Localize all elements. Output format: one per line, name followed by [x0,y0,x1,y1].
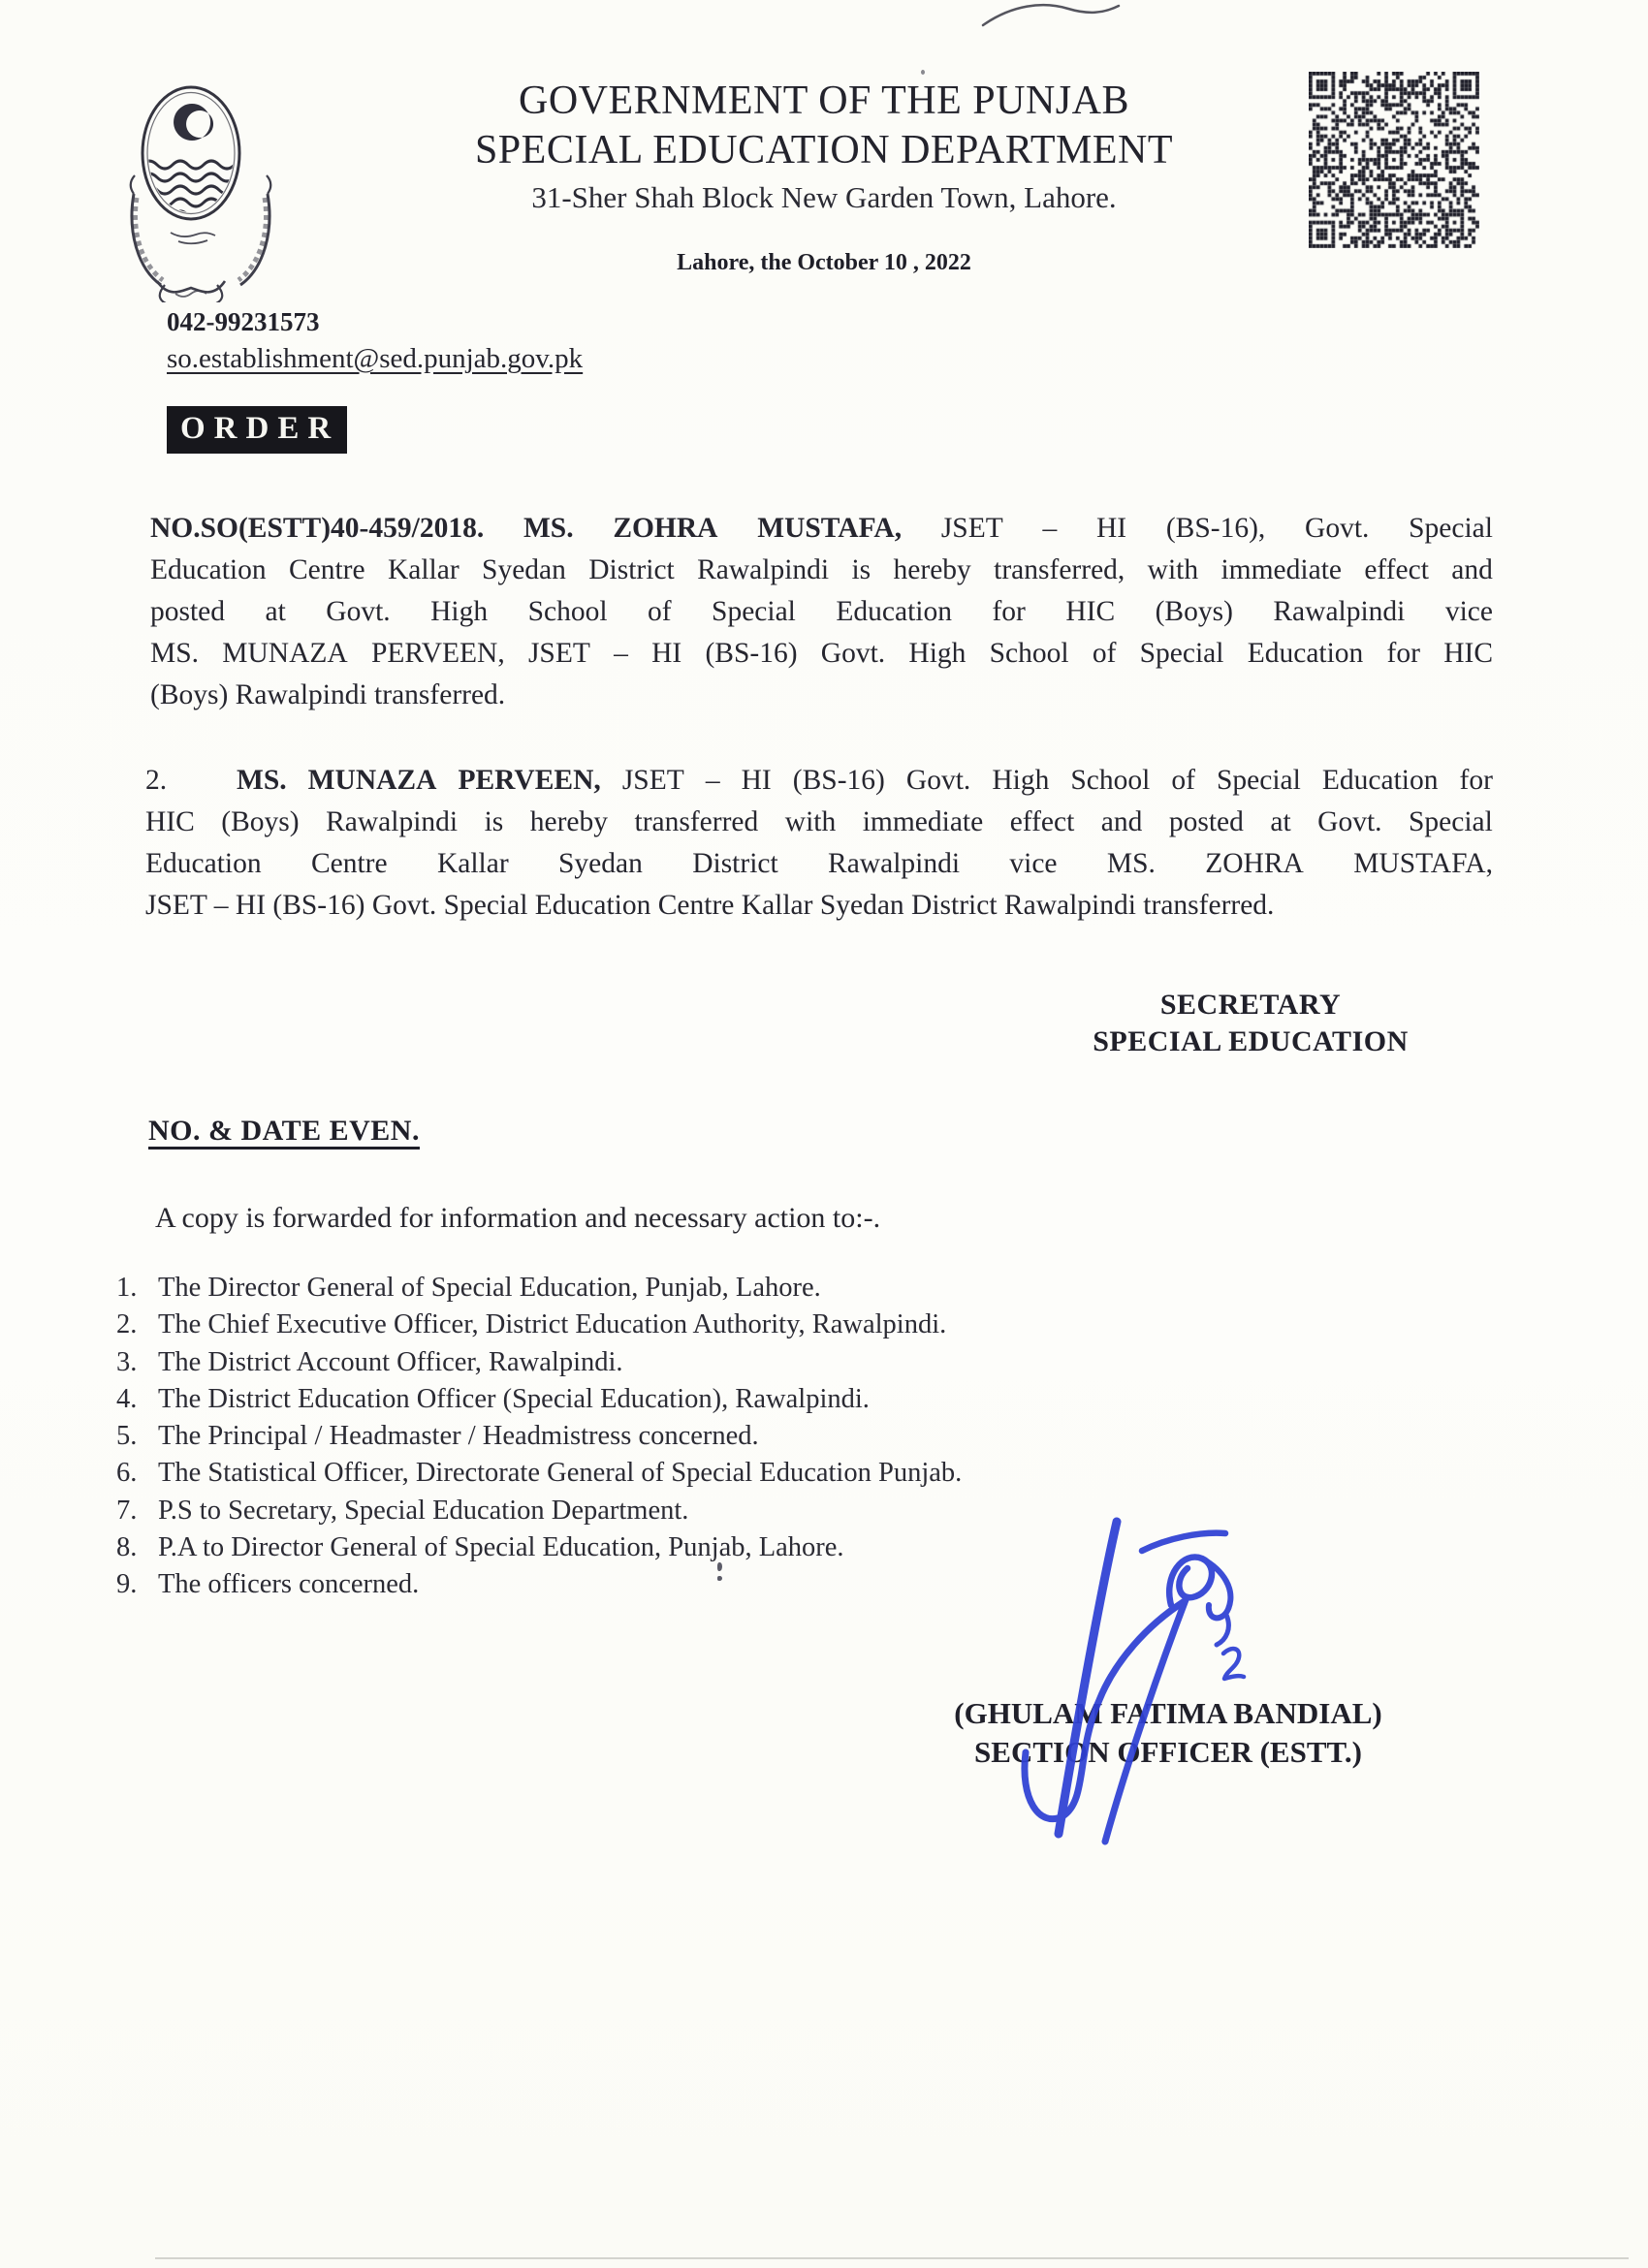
signer-title: SECTION OFFICER (ESTT.) [974,1735,1362,1769]
org-name-line1: GOVERNMENT OF THE PUNJAB [518,79,1129,123]
scan-speck [921,70,925,75]
paragraph-line: MS. MUNAZA PERVEEN, JSET – HI (BS-16) Govt. High School of Special Education for [237,765,1493,796]
recipient-number: 6. [116,1458,138,1489]
paragraph-line: HIC (Boys) Rawalpindi is hereby transferred with immediate effect and posted at Govt. Special [145,806,1493,837]
scan-edge-line [155,2257,1629,2259]
signatory-top-block [998,987,1503,1060]
recipient-text: The officers concerned. [158,1569,420,1600]
recipient-number: 3. [116,1346,138,1377]
paragraph-line: Education Centre Kallar Syedan District Rawalpindi vice MS. ZOHRA MUSTAFA, [145,848,1493,879]
email-address: so.establishment@sed.punjab.gov.pk [167,343,584,374]
paragraph-line: MS. MUNAZA PERVEEN, JSET – HI (BS-16) Govt. High School of Special Education for HIC [150,638,1493,669]
recipient-row [116,1455,962,1492]
paragraph-line: NO.SO(ESTT)40-459/2018. MS. ZOHRA MUSTAFA, JSET – HI (BS-16), Govt. Special [150,513,1493,544]
recipient-row [116,1307,962,1343]
recipient-row [116,1418,962,1455]
place-and-date: Lahore, the October 10 , 2022 [677,250,971,275]
recipient-number: 2. [116,1309,138,1340]
paragraph-line: posted at Govt. High School of Special Education for HIC (Boys) Rawalpindi vice [150,596,1493,627]
recipient-number: 7. [116,1495,138,1526]
recipient-number: 8. [116,1532,138,1563]
recipient-text: The Statistical Officer, Directorate General of Special Education Punjab. [158,1458,963,1489]
recipient-row [116,1566,962,1603]
recipient-text: P.S to Secretary, Special Education Department. [158,1495,689,1526]
recipient-text: P.A to Director General of Special Education, Punjab, Lahore. [158,1532,844,1563]
recipient-text: The Chief Executive Officer, District Education Authority, Rawalpindi. [158,1309,947,1340]
recipient-text: The Principal / Headmaster / Headmistress concerned. [158,1421,759,1452]
recipient-list [116,1270,962,1604]
org-name-line2: SPECIAL EDUCATION DEPARTMENT [474,128,1174,173]
forwarding-line: A copy is forwarded for information and necessary action to:-. [155,1202,881,1234]
recipient-row [116,1344,962,1381]
order-paragraph-2 [145,760,1493,927]
paragraph-line: JSET – HI (BS-16) Govt. Special Education Centre Kallar Syedan District Rawalpindi transferred. [145,890,1275,921]
recipient-row [116,1270,962,1307]
signatory-top-dept: SPECIAL EDUCATION [1093,1025,1409,1057]
order-heading: ORDER [167,406,347,454]
org-address: 31-Sher Shah Block New Garden Town, Lahore. [531,180,1117,214]
scan-ink-mark [717,1562,723,1586]
handwritten-signature-ink [981,1508,1291,1847]
recipient-row [116,1381,962,1418]
signatory-top-title: SECRETARY [1159,989,1342,1021]
order-paragraph-1 [150,508,1493,716]
recipient-number: 5. [116,1421,138,1452]
paragraph-number: 2. [145,765,168,796]
scan-artifact-curve [979,0,1125,31]
recipient-text: The Director General of Special Education, Punjab, Lahore. [158,1273,821,1303]
paragraph-line: Education Centre Kallar Syedan District Rawalpindi is hereby transferred, with immediate effect and [150,554,1493,585]
recipient-row [116,1529,962,1566]
recipient-number: 9. [116,1569,138,1600]
paragraph-line: (Boys) Rawalpindi transferred. [150,679,506,710]
recipient-number: 1. [116,1273,138,1303]
recipient-text: The District Education Officer (Special Education), Rawalpindi. [158,1383,870,1414]
recipient-row [116,1493,962,1529]
recipient-text: The District Account Officer, Rawalpindi. [158,1346,623,1377]
phone-number: 042-99231573 [167,307,320,336]
signer-name: (GHULAM FATIMA BANDIAL) [954,1696,1382,1730]
distribution-heading: NO. & DATE EVEN. [148,1115,420,1147]
recipient-number: 4. [116,1383,138,1414]
